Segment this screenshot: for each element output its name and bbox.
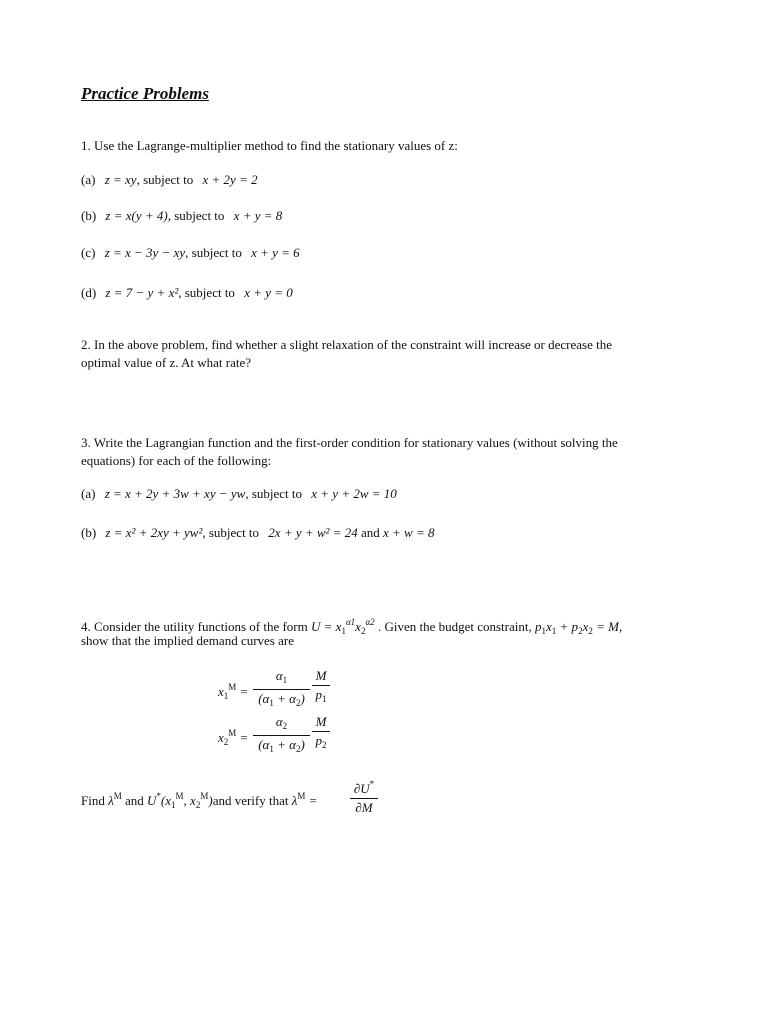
objective: z = 7 − y + x² bbox=[105, 285, 179, 300]
demand-x2-frac-alpha: $\alpha_2$ $(\alpha_1 + \alpha_2)$ bbox=[253, 714, 310, 757]
constraint: x + y = 6 bbox=[251, 245, 300, 260]
part-label: (c) bbox=[81, 245, 96, 260]
constraint: x + y = 0 bbox=[244, 285, 293, 300]
problem-3b bbox=[81, 525, 435, 541]
constraint: 2x + y + w² = 24 bbox=[268, 525, 358, 540]
utility-function: $U = x_1^{\alpha 1}x_2^{\alpha 2}$ bbox=[311, 617, 375, 636]
comma: , bbox=[618, 619, 623, 634]
problem-4-line-2: show that the implied demand curves are bbox=[81, 633, 294, 648]
objective: z = x − 3y − xy bbox=[104, 245, 186, 260]
connector: , subject to bbox=[178, 285, 235, 300]
objective: z = x² + 2xy + yw² bbox=[105, 525, 203, 540]
demand-x2-frac-m: M $p_2$ bbox=[312, 714, 330, 753]
objective: z = x + 2y + 3w + xy − yw bbox=[104, 486, 246, 501]
and-text: and bbox=[360, 525, 380, 540]
part-label: (a) bbox=[81, 486, 96, 501]
constraint-2: x + w = 8 bbox=[383, 525, 435, 540]
part-label: (b) bbox=[81, 525, 97, 540]
problem-2-line-2: optimal value of z. At what rate? bbox=[81, 355, 252, 370]
problem-1c bbox=[81, 245, 300, 261]
connector: , subject to bbox=[245, 486, 302, 501]
part-label: (a) bbox=[81, 172, 96, 187]
and-text: and bbox=[125, 793, 144, 808]
demand-x1-frac-alpha: $\alpha_1$ $(\alpha_1 + \alpha_2)$ bbox=[253, 668, 310, 711]
lambda-symbol: $\lambda^M$ bbox=[108, 791, 122, 808]
lambda-lhs: $\lambda^M$ = bbox=[291, 791, 318, 808]
constraint: x + 2y = 2 bbox=[202, 172, 258, 187]
constraint: x + y + 2w = 10 bbox=[311, 486, 397, 501]
indirect-utility: $U^*(x_1^M$, $x_2^M$) bbox=[147, 791, 213, 810]
verify-text: and verify that bbox=[212, 793, 289, 808]
demand-x1-frac-m: M $p_1$ bbox=[312, 668, 330, 707]
problem-3-line-1: 3. Write the Lagrangian function and the first-order condition for stationary values (without solving the bbox=[81, 435, 618, 450]
connector: , subject to bbox=[185, 245, 242, 260]
find-label: Find bbox=[81, 793, 105, 808]
connector: , subject to bbox=[167, 208, 225, 223]
problem-1a bbox=[81, 172, 258, 188]
problem-3a bbox=[81, 486, 397, 502]
intro-text: 4. Consider the utility functions of the form bbox=[81, 619, 308, 634]
page-title: Practice Problems bbox=[81, 84, 209, 103]
problem-1b bbox=[81, 208, 282, 224]
part-label: (b) bbox=[81, 208, 97, 223]
budget-constraint: $p_1x_1 + p_2x_2 = M$ bbox=[535, 619, 619, 636]
connector: , subject to bbox=[136, 172, 194, 187]
demand-x2-lhs: $x_2^M$ = bbox=[218, 728, 249, 747]
problem-2-line-1: 2. In the above problem, find whether a slight relaxation of the constraint will increase or decrease the bbox=[81, 337, 613, 352]
problem-1d bbox=[81, 285, 293, 301]
objective: z = x(y + 4) bbox=[105, 208, 168, 223]
demand-x1-lhs: $x_1^M$ = bbox=[218, 682, 249, 701]
find-line bbox=[81, 788, 317, 813]
budget-intro: . Given the budget constraint, bbox=[377, 619, 532, 634]
problem-1-intro: 1. Use the Lagrange-multiplier method to find the stationary values of z: bbox=[81, 138, 458, 153]
constraint: x + y = 8 bbox=[233, 208, 283, 223]
objective: z = xy bbox=[104, 172, 137, 187]
connector: , subject to bbox=[202, 525, 260, 540]
lambda-derivative: ∂U* ∂M bbox=[350, 776, 378, 816]
problem-3-line-2: equations) for each of the following: bbox=[81, 453, 272, 468]
part-label: (d) bbox=[81, 285, 97, 300]
